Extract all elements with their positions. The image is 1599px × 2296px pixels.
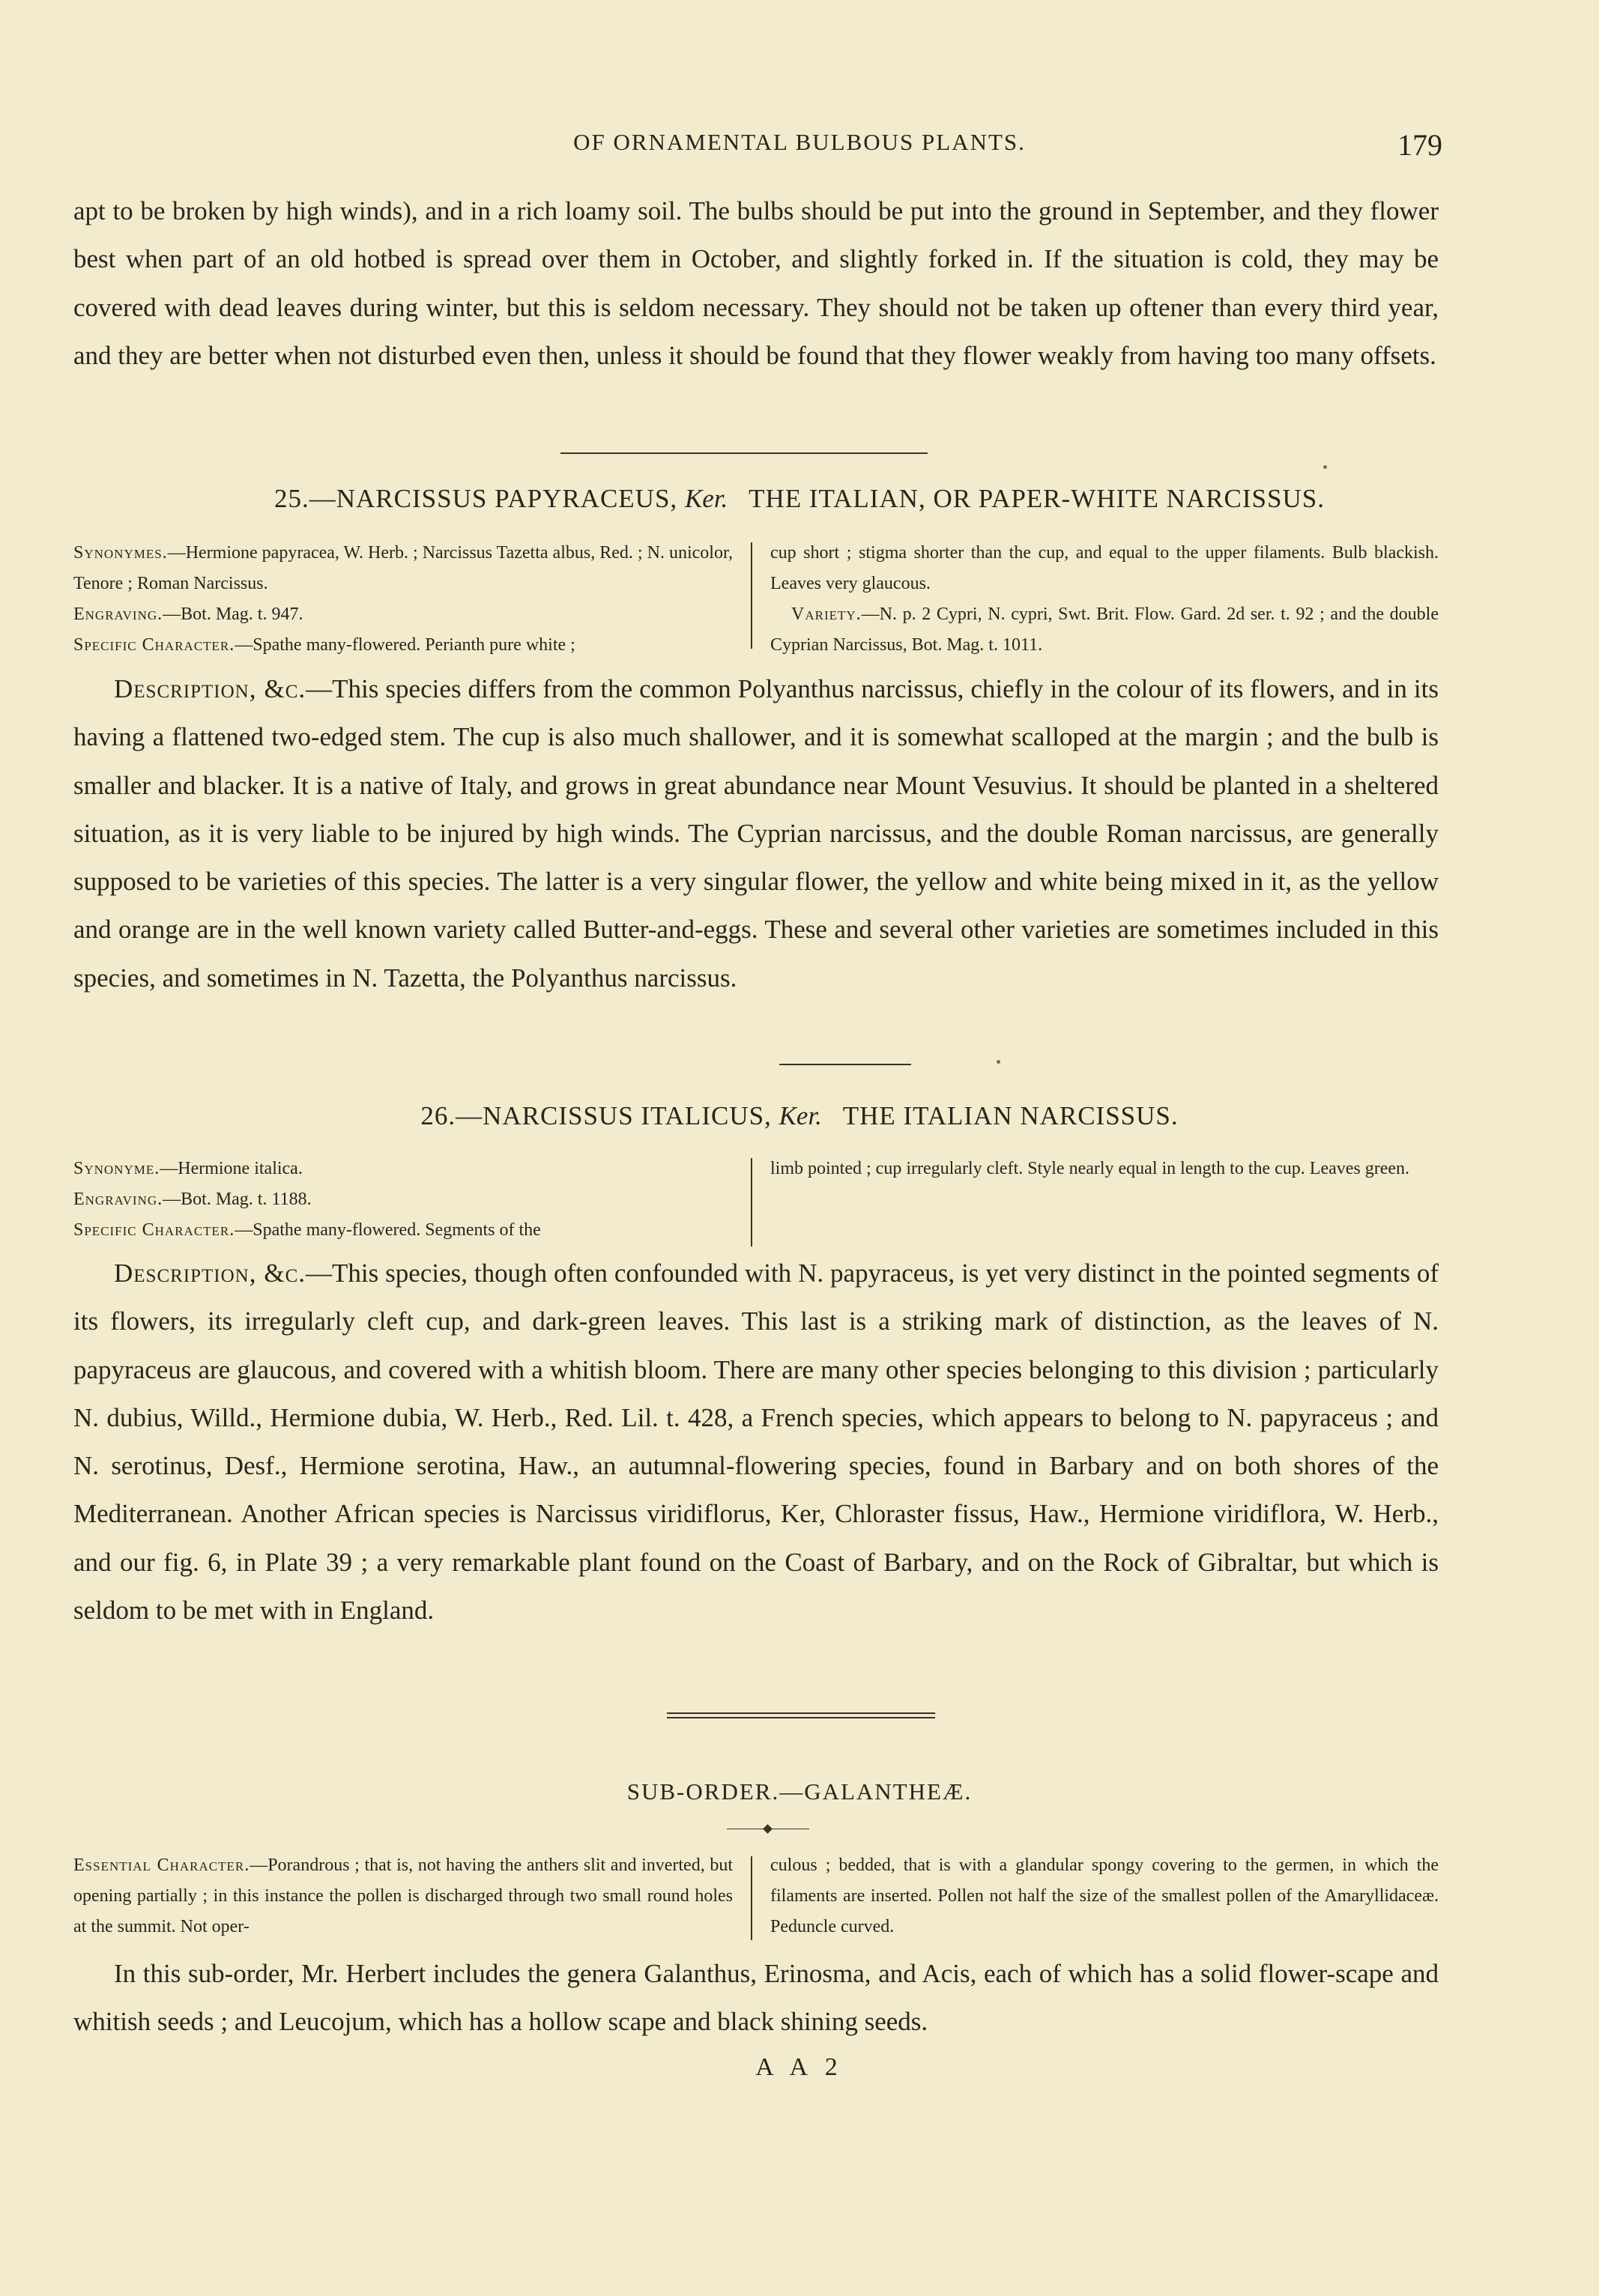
character-continuation: culous ; bedded, that is with a glandular spongy covering to the germen, in which the filaments are inserted. Pollen not half the size of the smallest pollen of the Amaryllidaceæ. Peduncle curved. <box>770 1856 1439 1936</box>
section-25-description: Description, &c.—This species differs from the common Polyanthus narcissus, chiefly in the colour of its flowers, and in its having a flattened two-edged stem. The cup is also much shallower, and it is somewhat scalloped at the margin ; and the bulb is smaller and blacker. It is a native of Italy, and grows in great abundance near Mount Vesuvius. It should be planted in a sheltered situation, as it is very liable to be injured by high winds. The Cyprian narcissus, and the double Roman narcissus, are generally supposed to be varieties of this species. The latter is a very singular flower, the yellow and white being mixed in it, as the yellow and orange are in the well known variety called Butter-and-eggs. These and several other varieties are sometimes included in this species, and sometimes in N. Tazetta, the Polyanthus narcissus. <box>73 674 1439 993</box>
suborder-paragraph: In this sub-order, Mr. Herbert includes the genera Galanthus, Erinosma, and Acis, each of which has a solid flower-scape and whitish seeds ; and Leucojum, which has a hollow scape and black shining seeds. <box>73 1959 1439 2037</box>
section-divider <box>560 452 928 454</box>
diamond-ornament <box>763 1824 773 1834</box>
section-25-authority: Ker. <box>684 484 728 513</box>
section-26-name: NARCISSUS ITALICUS, <box>483 1101 772 1130</box>
section-26-characters <box>73 1154 1439 1251</box>
column-divider <box>751 1158 752 1247</box>
column-divider <box>751 542 752 649</box>
synonymes-label: Synonymes. <box>73 543 168 563</box>
synonyme-entry: Synonyme.—Hermione italica. <box>73 1159 303 1178</box>
section-25-heading: 25.—NARCISSUS PAPYRACEUS, Ker. THE ITALIAN, OR PAPER-WHITE NARCISSUS. <box>274 484 1325 513</box>
specific-character-label: Specific Character. <box>73 635 235 655</box>
page-number: 179 <box>1397 128 1442 162</box>
ornament-rule <box>727 1826 809 1833</box>
specific-character-label: Specific Character. <box>73 1220 235 1240</box>
signature-mark: A A 2 <box>755 2053 844 2081</box>
section-25-right-column <box>770 538 1439 661</box>
suborder-left-column <box>73 1850 733 1942</box>
specific-character-entry: Specific Character.—Spathe many-flowered. Perianth pure white ; <box>73 635 575 655</box>
section-26-common-name: THE ITALIAN NARCISSUS. <box>842 1101 1179 1130</box>
synonymes-entry: Synonymes.—Hermione papyracea, W. Herb. ; Narcissus Tazetta albus, Red. ; N. unicolor, Tenore ; Roman Narcissus. <box>73 543 733 593</box>
suborder-right-column <box>770 1850 1439 1942</box>
description-lead: Description, &c. <box>114 1258 306 1288</box>
suborder-characters <box>73 1850 1439 1948</box>
section-26-authority: Ker. <box>779 1101 822 1130</box>
suborder-title: SUB-ORDER.—GALANTHEÆ. <box>626 1778 973 1805</box>
ornament-dot <box>997 1060 1000 1064</box>
section-25-number: 25. <box>274 484 309 513</box>
synonyme-label: Synonyme. <box>73 1159 160 1178</box>
section-divider <box>779 1064 911 1065</box>
section-26-heading: 26.—NARCISSUS ITALICUS, Ker. THE ITALIAN NARCISSUS. <box>420 1101 1179 1130</box>
column-divider <box>751 1856 752 1940</box>
variety-label: Variety. <box>791 605 862 624</box>
section-25-name: NARCISSUS PAPYRACEUS, <box>336 484 678 513</box>
section-25-left-column <box>73 538 733 661</box>
section-26-description: Description, &c.—This species, though often confounded with N. papyraceus, is yet very distinct in the pointed segments of its flowers, its irregularly cleft cup, and dark-green leaves. This last is a striking mark of distinction, as the leaves of N. papyraceus are glaucous, and covered with a whitish bloom. There are many other species belonging to this division ; particularly N. dubius, Willd., Hermione dubia, W. Herb., Red. Lil. t. 428, a French species, which appears to belong to N. papyraceus ; and N. serotinus, Desf., Hermione serotina, Haw., an autumnal-flowering species, found in Barbary and on both shores of the Mediterranean. Another African species is Narcissus viridiflorus, Ker, Chloraster fissus, Haw., Hermione viridiflora, W. Herb., and our fig. 6, in Plate 39 ; a very remarkable plant found on the Coast of Barbary, and on the Rock of Gibraltar, but which is seldom to be met with in England. <box>73 1258 1439 1626</box>
engraving-label: Engraving. <box>73 605 163 624</box>
section-26-right-column <box>770 1154 1439 1184</box>
section-26-left-column <box>73 1154 733 1246</box>
character-continuation: limb pointed ; cup irregularly cleft. Style nearly equal in length to the cup. Leaves green. <box>770 1159 1410 1178</box>
intro-paragraph: apt to be broken by high winds), and in a rich loamy soil. The bulbs should be put into the ground in September, and they flower best when part of an old hotbed is spread over them in October, and slightly forked in. If the situation is cold, they may be covered with dead leaves during winter, but this is seldom necessary. They should not be taken up oftener than every third year, and they are better when not disturbed even then, unless it should be found that they flower weakly from having too many offsets. <box>73 196 1439 370</box>
engraving-entry: Engraving.—Bot. Mag. t. 947. <box>73 605 303 624</box>
section-25-characters <box>73 538 1439 658</box>
variety-entry: Variety.—N. p. 2 Cypri, N. cypri, Swt. Brit. Flow. Gard. 2d ser. t. 92 ; and the double Cyprian Narcissus, Bot. Mag. t. 1011. <box>770 605 1439 655</box>
character-continuation: cup short ; stigma shorter than the cup, and equal to the upper filaments. Bulb blackish. Leaves very glaucous. <box>770 543 1439 593</box>
engraving-label: Engraving. <box>73 1190 163 1209</box>
double-rule-divider <box>667 1712 935 1721</box>
description-lead: Description, &c. <box>114 674 306 703</box>
section-26-number: 26. <box>420 1101 456 1130</box>
specific-character-entry: Specific Character.—Spathe many-flowered. Segments of the <box>73 1220 541 1240</box>
ornament-dot <box>1323 465 1327 469</box>
essential-character-label: Essential Character. <box>73 1856 250 1875</box>
section-25-common-name: THE ITALIAN, OR PAPER-WHITE NARCISSUS. <box>749 484 1325 513</box>
essential-character-entry: Essential Character.—Porandrous ; that is, not having the anthers slit and inverted, but opening partially ; in this instance the pollen is discharged through two small round holes at the summit. Not oper- <box>73 1856 734 1936</box>
running-title: OF ORNAMENTAL BULBOUS PLANTS. <box>573 129 1026 155</box>
engraving-entry: Engraving.—Bot. Mag. t. 1188. <box>73 1190 312 1209</box>
